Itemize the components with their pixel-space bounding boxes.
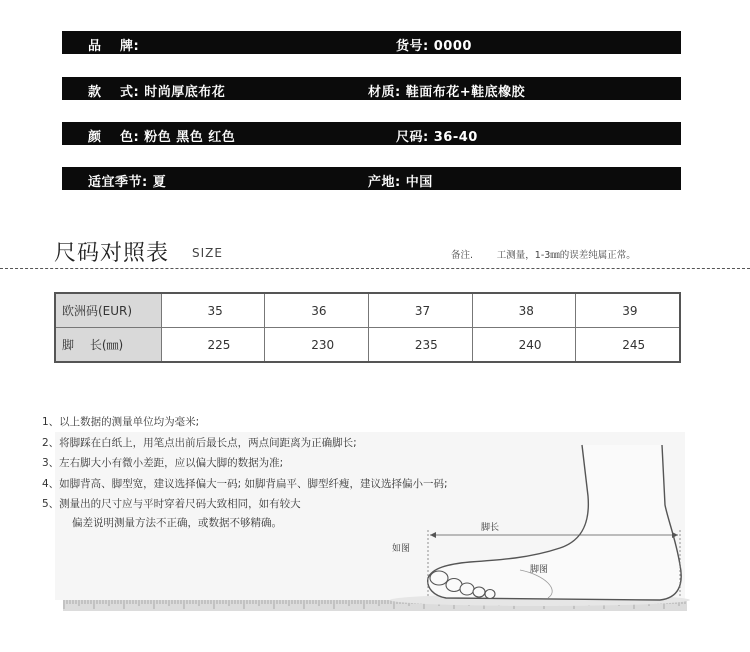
length-cell: 230 xyxy=(265,328,369,363)
toe-icon xyxy=(473,587,485,597)
origin-label: 产地: 中国 xyxy=(368,175,433,190)
size-chart-note: 备注. 工测量，1-3㎜的误差纯属正常。 xyxy=(451,250,636,261)
list-item: 5、测量出的尺寸应与平时穿着尺码大致相同，如有较大 xyxy=(42,498,301,510)
eur-cell: 37 xyxy=(368,293,472,328)
toe-icon xyxy=(460,583,474,595)
list-item: 2、将脚踩在白纸上，用笔点出前后最长点，两点间距离为正确脚长; xyxy=(42,436,357,449)
list-item: 1、以上数据的测量单位均为毫米; xyxy=(42,416,200,428)
color-label: 颜 色: 粉色 黑色 红色 xyxy=(88,130,236,145)
length-cell: 235 xyxy=(368,328,472,363)
eur-cell: 39 xyxy=(576,293,680,328)
size-range-label: 尺码: 36-40 xyxy=(396,130,478,145)
eur-cell: 35 xyxy=(161,293,265,328)
material-label: 材质: 鞋面布花+鞋底橡胶 xyxy=(368,85,526,100)
as-shown-label: 如图 xyxy=(392,544,411,554)
toe-icon xyxy=(485,590,495,599)
measurement-notes xyxy=(42,412,448,531)
length-cell: 225 xyxy=(161,328,265,363)
list-item: 3、左右脚大小有微小差距，应以偏大脚的数据为准; xyxy=(42,457,284,469)
size-chart-subtitle: SIZE xyxy=(192,246,223,260)
size-chart-title: 尺码对照表 xyxy=(54,241,170,266)
length-header: 脚 长(㎜) xyxy=(55,328,161,363)
eur-cell: 38 xyxy=(472,293,576,328)
brand-label: 品 牌: xyxy=(88,39,140,54)
foot-diagram-label: 脚图 xyxy=(530,565,549,575)
season-label: 适宜季节: 夏 xyxy=(88,175,167,190)
length-cell: 240 xyxy=(472,328,576,363)
length-cell: 245 xyxy=(576,328,680,363)
toe-icon xyxy=(430,571,448,585)
eur-cell: 36 xyxy=(265,293,369,328)
foot-length-label: 脚长 xyxy=(481,523,500,533)
list-item: 4、如脚背高、脚型宽，建议选择偏大一码; 如脚背扁平、脚型纤瘦，建议选择偏小一码; xyxy=(42,477,448,490)
list-item: 偏差说明测量方法不正确，或数据不够精确。 xyxy=(72,516,282,529)
item-number: 货号: 0000 xyxy=(396,39,472,54)
style-label: 款 式: 时尚厚底布花 xyxy=(88,85,226,100)
eur-header: 欧洲码(EUR) xyxy=(55,293,161,328)
